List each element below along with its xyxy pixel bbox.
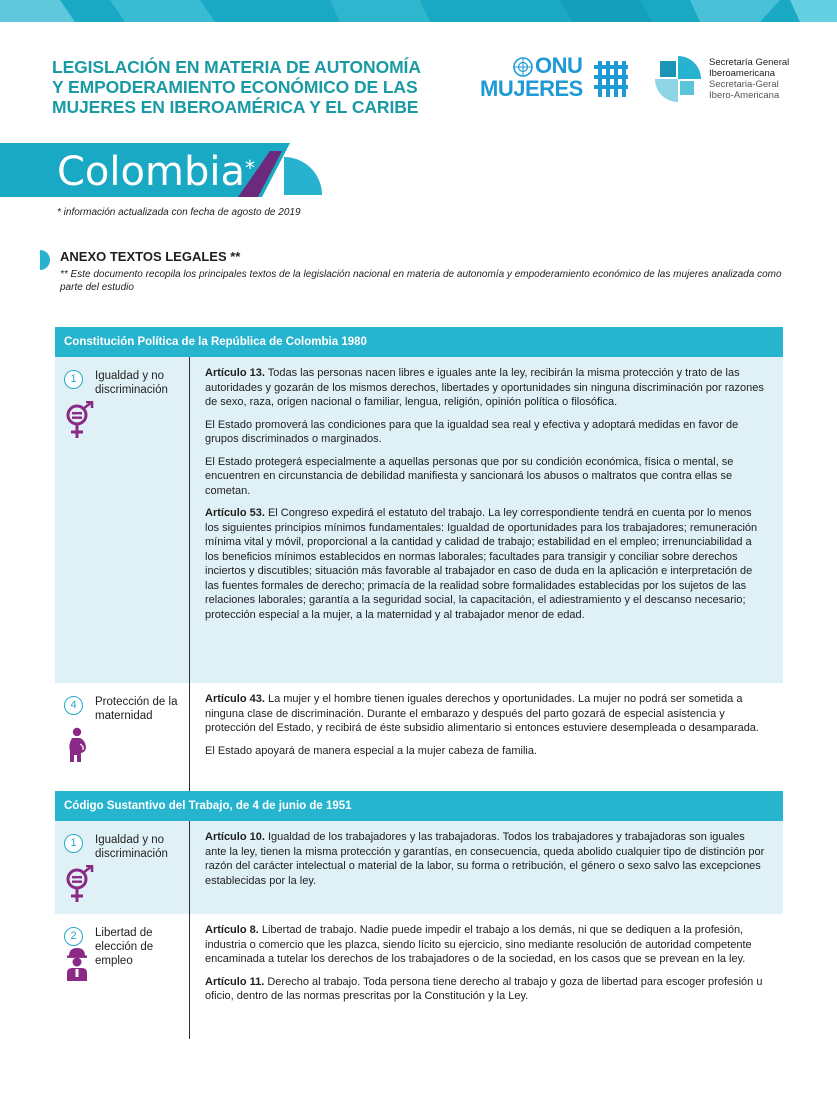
article-label: Artículo 10. xyxy=(205,831,265,843)
topic-cell xyxy=(55,357,189,683)
gender-equality-icon xyxy=(65,401,95,441)
header-decorative-band xyxy=(0,0,837,22)
topic-label: Igualdad y no discriminación xyxy=(95,370,168,396)
topic-cell xyxy=(55,683,189,791)
article-text: Igualdad de los trabajadores y las trabajadoras. Todos los trabajadores y trabajadoras son iguales ante la ley, tienen la misma protección y garantías, en consecuencia, queda abolido cualquier tipo de distinción por razón del carácter intelectual o material de la labor, su forma o retribución, el género o sexo salvo las excepciones establecidas por la ley. xyxy=(205,831,765,887)
onu-line1: ONU xyxy=(535,53,583,78)
article-cell xyxy=(189,683,783,791)
article-paragraph xyxy=(205,455,767,499)
table-row xyxy=(55,914,783,1039)
article-text: El Estado promoverá las condiciones para que la igualdad sea real y efectiva y adoptará medidas en favor de grupos discriminados o marginados. xyxy=(205,418,739,445)
title-line: LEGISLACIÓN EN MATERIA DE AUTONOMÍA xyxy=(52,57,421,77)
article-cell xyxy=(189,914,783,1039)
pregnant-woman-icon xyxy=(65,727,95,763)
topic-label: Libertad de elección de empleo xyxy=(95,927,154,967)
segib-line1: Secretaría General xyxy=(709,57,790,68)
onu-mujeres-logo xyxy=(480,54,640,102)
article-label: Artículo 11. xyxy=(205,975,265,988)
article-label: Artículo 43. xyxy=(205,693,265,705)
article-paragraph xyxy=(205,506,767,622)
article-text: Libertad de trabajo. Nadie puede impedir el trabajo a los demás, ni que se dediquen a la profesión, industria o comercio que les plazca, siendo lícito su ejercicio, sino mediante resolución de autoridad competente encaminada a tutelar los derechos de los trabajadores o de la sociedad, en los casos que se prevean en la ley. xyxy=(205,924,752,965)
topic-label: Igualdad y no discriminación xyxy=(95,834,168,860)
article-cell xyxy=(189,357,783,683)
country-footnote-mark: * xyxy=(244,156,255,180)
topic-number: 1 xyxy=(64,834,83,853)
topic-cell xyxy=(55,914,189,1039)
segib-wordmark xyxy=(709,57,789,101)
article-paragraph xyxy=(205,692,767,736)
article-label: Artículo 53. xyxy=(205,507,265,519)
title-line: MUJERES EN IBEROAMÉRICA Y EL CARIBE xyxy=(52,97,419,117)
segib-line2: Iberoamericana xyxy=(709,68,776,79)
anexo-title: ANEXO TEXTOS LEGALES ** xyxy=(60,249,241,264)
section-header: Código Sustantivo del Trabajo, de 4 de junio de 1951 xyxy=(55,791,783,821)
article-paragraph xyxy=(205,366,767,410)
article-paragraph xyxy=(205,418,767,447)
onu-mujeres-wordmark xyxy=(480,54,583,100)
segib-line3: Secretaria-Geral xyxy=(709,79,779,90)
topic-cell xyxy=(55,821,189,914)
onu-line2: MUJERES xyxy=(480,76,583,101)
article-text: El Estado apoyará de manera especial a la mujer cabeza de familia. xyxy=(205,744,538,757)
segib-logo xyxy=(655,54,805,104)
article-paragraph xyxy=(205,830,767,888)
article-cell xyxy=(189,821,783,914)
section-header: Constitución Política de la República de Colombia 1980 xyxy=(55,327,783,357)
article-text: La mujer y el hombre tienen iguales derechos y oportunidades. La mujer no podrá ser sometida a ninguna clase de discriminación. Durante el embarazo y después del parto gozará de especial asistencia y protección del Estado, y recibirá de éste subsidio alimentario si entonces estuviere desempleada o desamparada. xyxy=(205,693,759,734)
country-name-text: Colombia xyxy=(57,149,245,195)
document-title xyxy=(52,57,452,117)
gender-equality-icon xyxy=(65,865,95,905)
country-name xyxy=(57,147,255,197)
article-text: Todas las personas nacen libres e iguales ante la ley, recibirán la misma protección y trato de las autoridades y gozarán de los mismos derechos, libertades y oportunidades sin ninguna discriminación por razones de sexo, raza, origen nacional o familiar, lengua, religión, opinión política o filosófica. xyxy=(205,367,764,408)
table-row xyxy=(55,821,783,914)
worker-icon xyxy=(65,947,95,983)
legal-texts-table xyxy=(55,327,783,1039)
article-paragraph xyxy=(205,744,767,759)
topic-number: 2 xyxy=(64,927,83,946)
article-paragraph xyxy=(205,923,767,967)
segib-emblem-icon xyxy=(655,56,701,102)
title-line: Y EMPODERAMIENTO ECONÓMICO DE LAS xyxy=(52,77,418,97)
article-label: Artículo 8. xyxy=(205,924,259,936)
women-symbol-icon xyxy=(594,59,628,99)
article-label: Artículo 13. xyxy=(205,367,265,379)
table-row xyxy=(55,683,783,791)
topic-number: 4 xyxy=(64,696,83,715)
article-text: El Congreso expedirá el estatuto del trabajo. La ley correspondiente tendrá en cuenta por lo menos los siguientes principios mínimos fundamentales: Igualdad de oportunidades para los trabajadores; remuneración mínima vital y móvil, proporcional a la cantidad y calidad de trabajo; estabilidad en el empleo; irrenunciabilidad a los beneficios mínimos establecidos en normas laborales; facultades para transigir y conciliar sobre derechos inciertos y discutibles; situación más favorable al trabajador en caso de duda en la aplicación e interpretación de las fuentes formales de derecho; primacía de la realidad sobre formalidades establecidas por los sujetos de las relaciones laborales; garantía a la seguridad social, la capacitación, el adiestramiento y el descanso necesario; protección especial a la mujer, a la maternidad y al trabajador menor de edad. xyxy=(205,507,758,621)
article-paragraph xyxy=(205,975,767,1004)
anexo-note: ** Este documento recopila los principales textos de la legislación nacional en materia de autonomía y empoderamiento económico de las mujeres analizada como parte del estudio xyxy=(60,269,782,293)
segib-line4: Ibero-Americana xyxy=(709,90,780,101)
article-text: Derecho al trabajo. Toda persona tiene derecho al trabajo y goza de libertad para escoger profesión u oficio, dentro de las normas prescritas por la Constitución y la Ley. xyxy=(205,975,763,1002)
section-bullet-icon xyxy=(36,250,50,270)
table-row xyxy=(55,357,783,683)
update-note: * información actualizada con fecha de agosto de 2019 xyxy=(57,207,301,218)
article-text: El Estado protegerá especialmente a aquellas personas que por su condición económica, física o mental, se encuentren en circunstancia de debilidad manifiesta y sancionará los abusos o maltratos que contra ellas se cometan. xyxy=(205,455,734,497)
topic-label: Protección de la maternidad xyxy=(95,696,178,722)
topic-number: 1 xyxy=(64,370,83,389)
